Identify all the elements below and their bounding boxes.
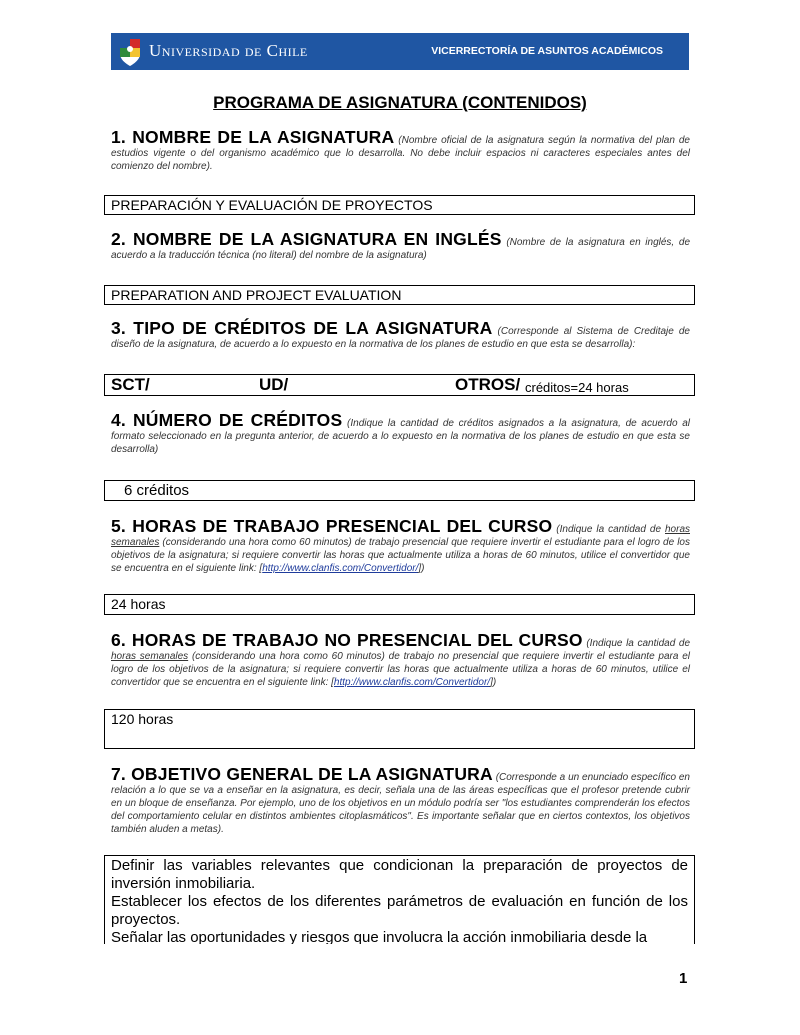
section-4-note: (Indique la cantidad de créditos asignados a la asignatura, de acuerdo al formato seleccionado en la pregunta anterior, de acuerdo a lo expuesto en la normativa de los planes de estudio en que esta se desarrolla) [111,418,690,455]
section-7-title: 7. OBJETIVO GENERAL DE LA ASIGNATURA [111,764,493,784]
objective-line: Definir las variables relevantes que condicionan la preparación de proyectos de inversión inmobiliaria. [111,857,688,892]
section-5-note-d: ]) [418,563,425,574]
otros-value: créditos=24 horas [525,380,629,395]
section-7-heading [111,764,690,836]
section-3-value-box [104,374,695,396]
section-5-heading [111,516,690,575]
section-5-value-box [104,594,695,615]
section-6-note-b: horas semanales [111,651,189,662]
department-name: VICERRECTORÍA DE ASUNTOS ACADÉMICOS [431,45,663,57]
section-3-title: 3. TIPO DE CRÉDITOS DE LA ASIGNATURA [111,318,493,338]
section-1-value-box [104,195,695,215]
section-5-note-a: (Indique la cantidad de [556,524,662,535]
section-5-note-c: (considerando una hora como 60 minutos) de trabajo presencial que requiere invertir el estudiante para el logro de los objetivos de la asignatura; si requiere convertir las horas que actualmente utiliza a horas de 60 minutos, utilice el convertidor que se encuentra en el siguiente link: [ [111,537,690,574]
objective-line: Establecer los efectos de los diferentes parámetros de evaluación en función de los proyectos. [111,893,688,928]
section-4-heading [111,410,690,456]
section-1-heading [111,127,690,173]
presential-hours-value: 24 horas [111,596,166,612]
objective-line: Señalar las oportunidades y riesgos que involucra la acción inmobiliaria desde la [111,929,648,944]
section-5-title: 5. HORAS DE TRABAJO PRESENCIAL DEL CURSO [111,516,553,536]
section-4-title: 4. NÚMERO DE CRÉDITOS [111,410,343,430]
convertidor-link[interactable]: http://www.clanfis.com/Convertidor/ [262,563,419,574]
otros-label: OTROS/ [455,375,521,394]
non-presential-hours-value: 120 horas [111,711,174,727]
section-2-title: 2. NOMBRE DE LA ASIGNATURA EN INGLÉS [111,229,502,249]
section-2-note: (Nombre de la asignatura en inglés, de acuerdo a la traducción técnica (no literal) del nombre de la asignatura) [111,237,691,261]
section-6-value-box [104,709,695,749]
university-crest-icon [118,36,142,67]
course-name-english-value: PREPARATION AND PROJECT EVALUATION [111,287,402,303]
section-4-value-box [104,480,695,501]
section-6-note-c: (considerando una hora como 60 minutos) de trabajo no presencial que requiere invertir el estudiante para el logro de los objetivos de la asignatura; si requiere convertir las horas que actualmente utiliza a horas de 60 minutos, utilice el convertidor que se encuentra en el siguiente link: [ [111,651,691,688]
section-2-value-box [104,285,695,305]
header-banner [111,33,689,70]
document-title: PROGRAMA DE ASIGNATURA (CONTENIDOS) [213,93,587,112]
section-3-note: (Corresponde al Sistema de Creditaje de diseño de la asignatura, de acuerdo a lo expuesto en la normativa de los planes de estudio en que esta se desarrolla): [111,326,690,350]
university-name: Universidad de Chile [149,41,308,60]
section-2-heading [111,229,691,262]
ud-label: UD/ [259,375,289,394]
section-6-title: 6. HORAS DE TRABAJO NO PRESENCIAL DEL CURSO [111,630,583,650]
section-6-note-d: ]) [490,677,497,688]
section-7-value-box [104,855,695,944]
convertidor-link-2[interactable]: http://www.clanfis.com/Convertidor/ [333,677,491,688]
section-5-note-b: horas semanales [111,524,690,548]
section-1-title: 1. NOMBRE DE LA ASIGNATURA [111,127,395,147]
section-7-note: (Corresponde a un enunciado específico en relación a lo que se va a enseñar en la asignatura, es decir, señala una de las áreas específicas que el profesor pretende cubrir en un bloque de enseñanza. Por ejemplo, uno de los objetivos en un módulo podría ser "los estudiantes comprenderán los efectos del comportamiento celular en distintos ambientes citoplasmáticos". Es importante señalar que en ciertos contextos, los objetivos también aluden a metas). [111,772,690,835]
section-6-note-a: (Indique la cantidad de [586,638,691,649]
sct-label: SCT/ [111,375,150,394]
section-1-note: (Nombre oficial de la asignatura según la normativa del plan de estudios vigente o del organismo académico que lo desarrolla. No debe incluir espacios ni caracteres especiales antes del comienzo del nombre). [111,135,690,172]
page-number: 1 [679,970,688,987]
section-3-heading [111,318,690,351]
course-name-value: PREPARACIÓN Y EVALUACIÓN DE PROYECTOS [111,197,433,213]
credits-number-value: 6 créditos [124,482,190,499]
section-6-heading [111,630,691,689]
